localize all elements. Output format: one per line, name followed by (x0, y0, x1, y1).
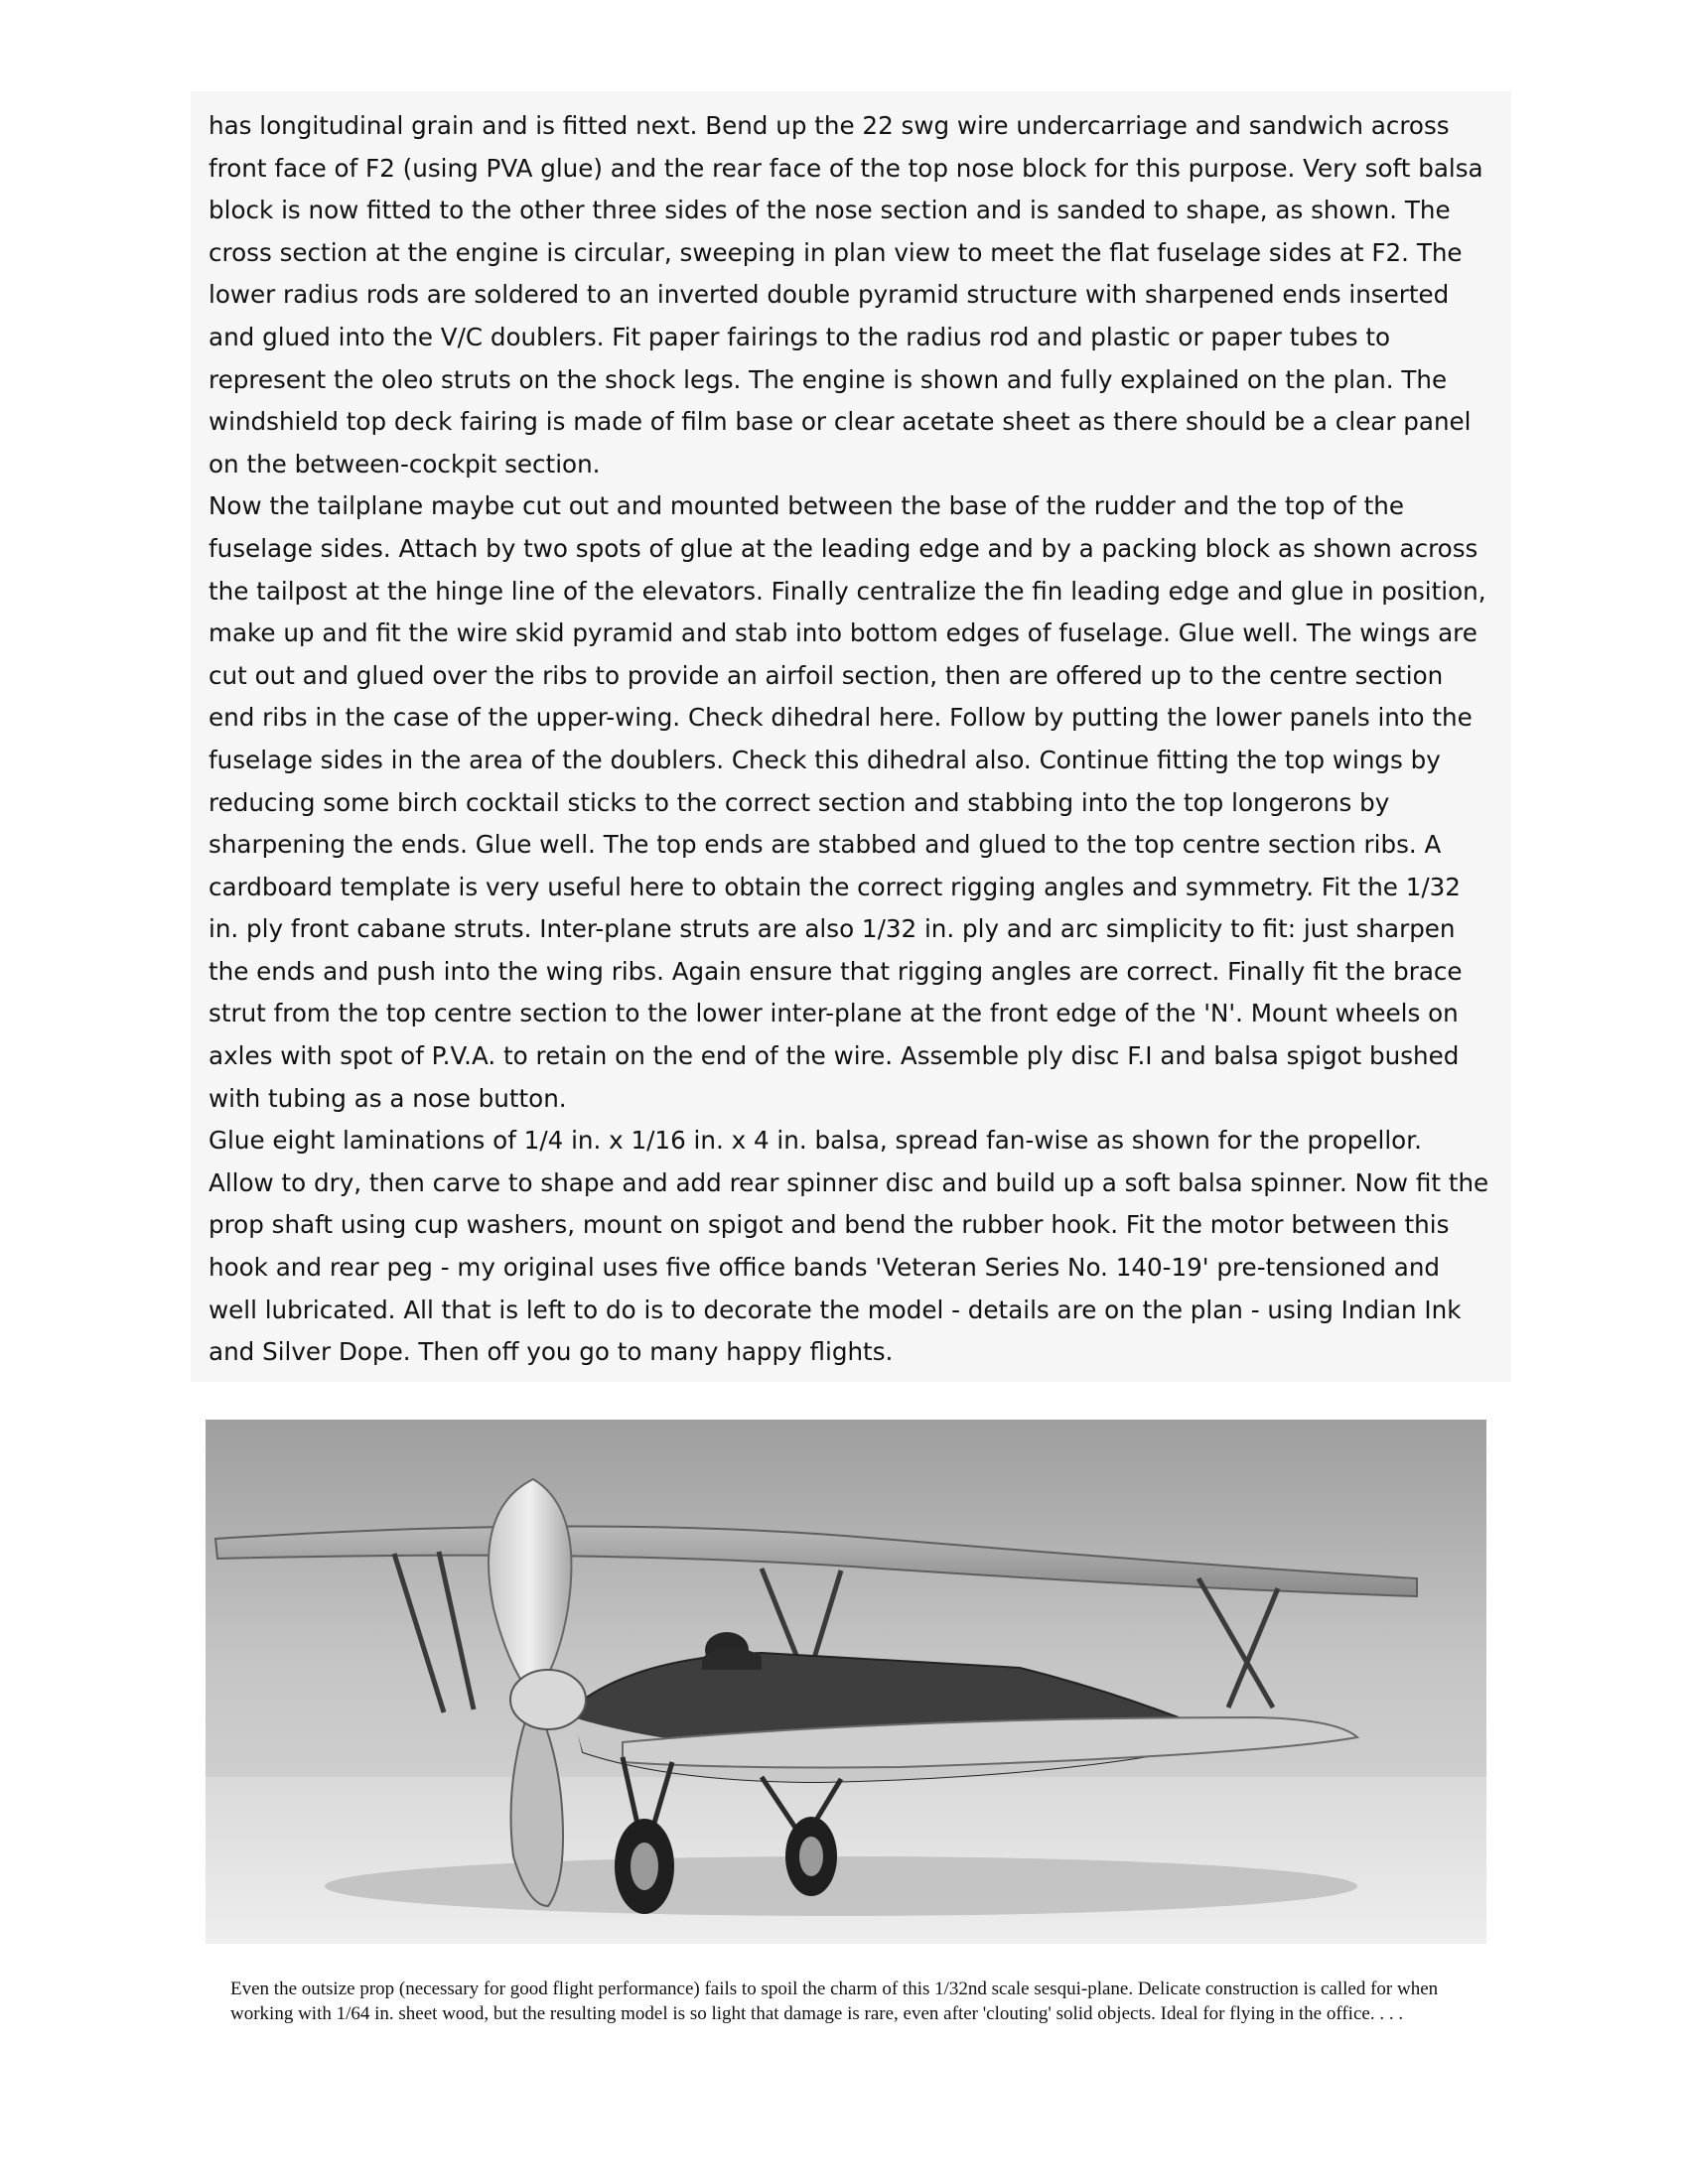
article-text-block (191, 91, 1511, 1382)
biplane-illustration (206, 1420, 1486, 1944)
paragraph-undercarriage: has longitudinal grain and is fitted next. Bend up the 22 swg wire undercarriage and sandwich across front face of F2 (using PVA glue) and the rear face of the top nose block for this purpose. Very soft balsa block is now fitted to the other three sides of the nose section and is sanded to shape, as shown. The cross section at the engine is circular, sweeping in plan view to meet the flat fuselage sides at F2. The lower radius rods are soldered to an inverted double pyramid structure with sharpened ends inserted and glued into the V/C doublers. Fit paper fairings to the radius rod and plastic or paper tubes to represent the oleo struts on the shock legs. The engine is shown and fully explained on the plan. The windshield top deck fairing is made of film base or clear acetate sheet as there should be a clear panel on the between-cockpit section. (209, 111, 1483, 478)
paragraph-tailplane-wings: Now the tailplane maybe cut out and mounted between the base of the rudder and the top of the fuselage sides. Attach by two spots of glue at the leading edge and by a packing block as shown across the tailpost at the hinge line of the elevators. Finally centralize the fin leading edge and glue in position, make up and fit the wire skid pyramid and stab into bottom edges of fuselage. Glue well. The wings are cut out and glued over the ribs to provide an airfoil section, then are offered up to the centre section end ribs in the case of the upper-wing. Check dihedral here. Follow by putting the lower panels into the fuselage sides in the area of the doublers. Check this dihedral also. Continue fitting the top wings by reducing some birch cocktail sticks to the correct section and stabbing into the top longerons by sharpening the ends. Glue well. The top ends are stabbed and glued to the top centre section ribs. A cardboard template is very useful here to obtain the correct rigging angles and symmetry. Fit the 1/32 in. ply front cabane struts. Inter-plane struts are also 1/32 in. ply and arc simplicity to fit: just sharpen the ends and push into the wing ribs. Again ensure that rigging angles are correct. Finally fit the brace strut from the top centre section to the lower inter-plane at the front edge of the 'N'. Mount wheels on axles with spot of P.V.A. to retain on the end of the wire. Assemble ply disc F.I and balsa spigot bushed with tubing as a nose button. (209, 491, 1486, 1113)
biplane-model-photo (206, 1420, 1486, 1944)
plane-shadow (325, 1856, 1357, 1916)
spinner (510, 1670, 586, 1729)
right-wheel-hub (799, 1837, 823, 1876)
left-wheel-hub (631, 1843, 658, 1890)
photo-caption: Even the outsize prop (necessary for good flight performance) fails to spoil the charm of this 1/32nd scale sesqui-plane. Delicate construction is called for when working with 1/64 in. sheet wood, but the resulting model is so light that damage is rare, even after 'clouting' solid objects. Ideal for flying in the office. . . . (230, 1979, 1439, 2024)
paragraph-propeller: Glue eight laminations of 1/4 in. x 1/16 in. x 4 in. balsa, spread fan-wise as shown for the propellor. Allow to dry, then carve to shape and add rear spinner disc and build up a soft balsa spinner. Now fit the prop shaft using cup washers, mount on spigot and bend the rubber hook. Fit the motor between this hook and rear peg - my original uses five office bands 'Veteran Series No. 140-19' pre-tensioned and well lubricated. All that is left to do is to decorate the model - details are on the plan - using Indian Ink and Silver Dope. Then off you go to many happy flights. (209, 1126, 1489, 1367)
